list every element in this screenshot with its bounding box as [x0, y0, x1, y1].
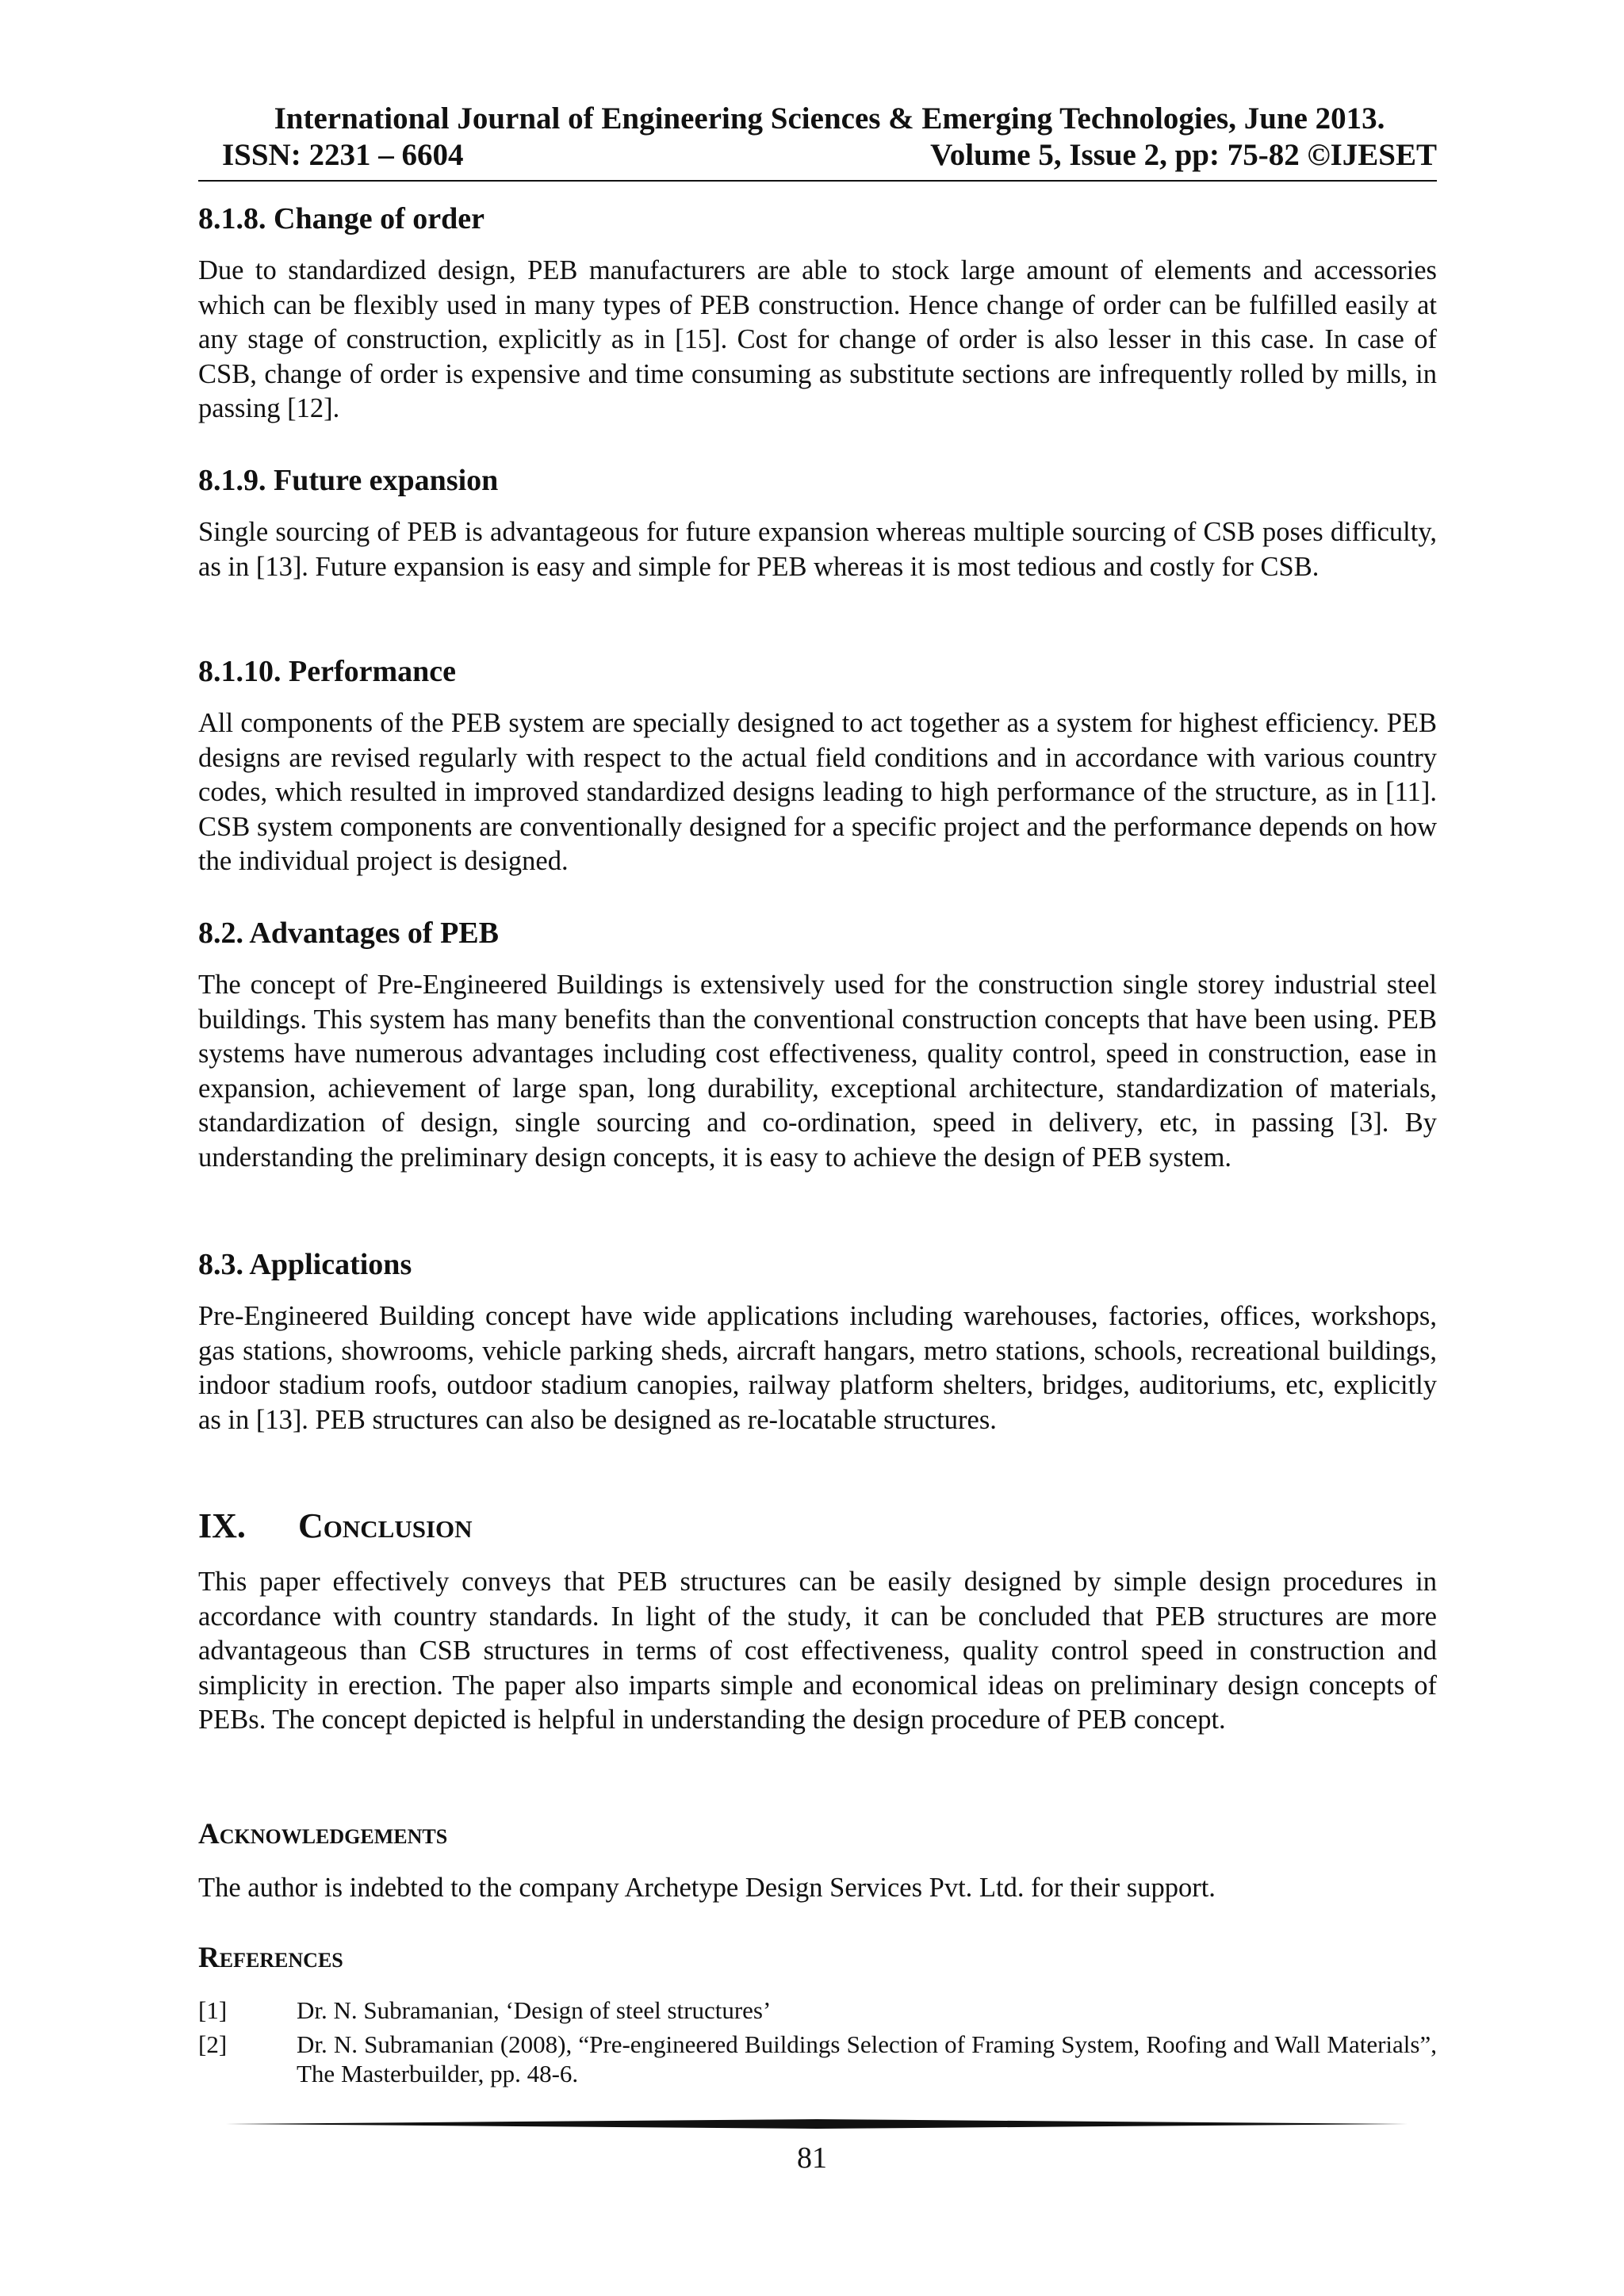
section-heading: 8.1.9. Future expansion	[198, 464, 499, 497]
issn-text: ISSN: 2231 – 6604	[222, 138, 464, 172]
section-number: IX.	[198, 1506, 246, 1545]
section-heading: 8.1.8. Change of order	[198, 202, 485, 235]
reference-item	[198, 2030, 1437, 2088]
section-future-expansion	[198, 463, 1437, 584]
volume-text: Volume 5, Issue 2, pp: 75-82 ©IJESET	[930, 138, 1437, 172]
acknowledgements-body: The author is indebted to the company Archetype Design Services Pvt. Ltd. for their support.	[198, 1873, 1216, 1903]
reference-item	[198, 1996, 1437, 2025]
section-acknowledgements	[198, 1817, 1437, 1906]
reference-number: [1]	[198, 1996, 228, 2024]
section-body: The concept of Pre-Engineered Buildings is extensively used for the construction single storey industrial steel buildings. This system has many benefits than the conventional construction concepts that have been using. PEB systems have numerous advantages including cost effectiveness, quality control, speed in construction, ease in expansion, achievement of large span, long durability, exceptional architecture, standardization of materials, standardization of design, single sourcing and co-ordination, speed in delivery, etc, in passing [3]. By understanding the preliminary design concepts, it is easy to achieve the design of PEB system.	[198, 970, 1437, 1173]
references-heading: References	[198, 1942, 343, 1974]
acknowledgements-heading: Acknowledgements	[198, 1818, 448, 1850]
section-body: Single sourcing of PEB is advantageous for future expansion whereas multiple sourcing of CSB poses difficulty, as in [13]. Future expansion is easy and simple for PEB whereas it is most tedious and costly for CSB.	[198, 517, 1437, 582]
section-advantages	[198, 916, 1437, 1175]
journal-header: International Journal of Engineering Sciences & Emerging Technologies, June 2013.	[274, 101, 1385, 136]
reference-number: [2]	[198, 2030, 228, 2058]
conclusion-body: This paper effectively conveys that PEB structures can be easily designed by simple design procedures in accordance with country standards. In light of the study, it can be concluded that PEB structures are more advantageous than CSB structures in terms of cost effectiveness, quality control speed in construction and simplicity in erection. The paper also imparts simple and economical ideas on preliminary design concepts of PEBs. The concept depicted is helpful in understanding the design procedure of PEB concept.	[198, 1567, 1437, 1735]
section-heading: 8.2. Advantages of PEB	[198, 916, 499, 950]
issn-volume-line	[222, 136, 1437, 174]
section-change-of-order	[198, 201, 1437, 427]
section-heading: 8.3. Applications	[198, 1248, 412, 1281]
reference-text: Dr. N. Subramanian (2008), “Pre-engineered Buildings Selection of Framing System, Roofing and Wall Materials”, The Masterbuilder, pp. 48-6.	[297, 2030, 1437, 2087]
reference-text: Dr. N. Subramanian, ‘Design of steel structures’	[297, 1996, 772, 2024]
page-number: 81	[797, 2141, 827, 2175]
section-performance	[198, 654, 1437, 879]
section-title: Conclusion	[298, 1506, 473, 1545]
section-conclusion	[198, 1506, 1437, 1738]
footer-rule	[226, 2119, 1408, 2129]
section-body: Due to standardized design, PEB manufacturers are able to stock large amount of elements and accessories which can be flexibly used in many types of PEB construction. Hence change of order can be fulfilled easily at any stage of construction, explicitly as in [15]. Cost for change of order is also lesser in this case. In case of CSB, change of order is expensive and time consuming as substitute sections are infrequently rolled by mills, in passing [12].	[198, 255, 1437, 423]
section-body: All components of the PEB system are specially designed to act together as a system for highest efficiency. PEB designs are revised regularly with respect to the actual field conditions and in accordance with various country codes, which resulted in improved standardized designs leading to high performance of the structure, as in [11]. CSB system components are conventionally designed for a specific project and the performance depends on how the individual project is designed.	[198, 708, 1437, 876]
header-rule	[198, 180, 1437, 182]
section-heading: 8.1.10. Performance	[198, 655, 456, 688]
conclusion-heading	[198, 1506, 1437, 1546]
section-body: Pre-Engineered Building concept have wide applications including warehouses, factories, offices, workshops, gas stations, showrooms, vehicle parking sheds, aircraft hangars, metro stations, schools, recreational buildings, indoor stadium roofs, outdoor stadium canopies, railway platform shelters, bridges, auditoriums, etc, explicitly as in [13]. PEB structures can also be designed as re-locatable structures.	[198, 1301, 1437, 1435]
section-references	[198, 1941, 1437, 1976]
section-applications	[198, 1247, 1437, 1437]
